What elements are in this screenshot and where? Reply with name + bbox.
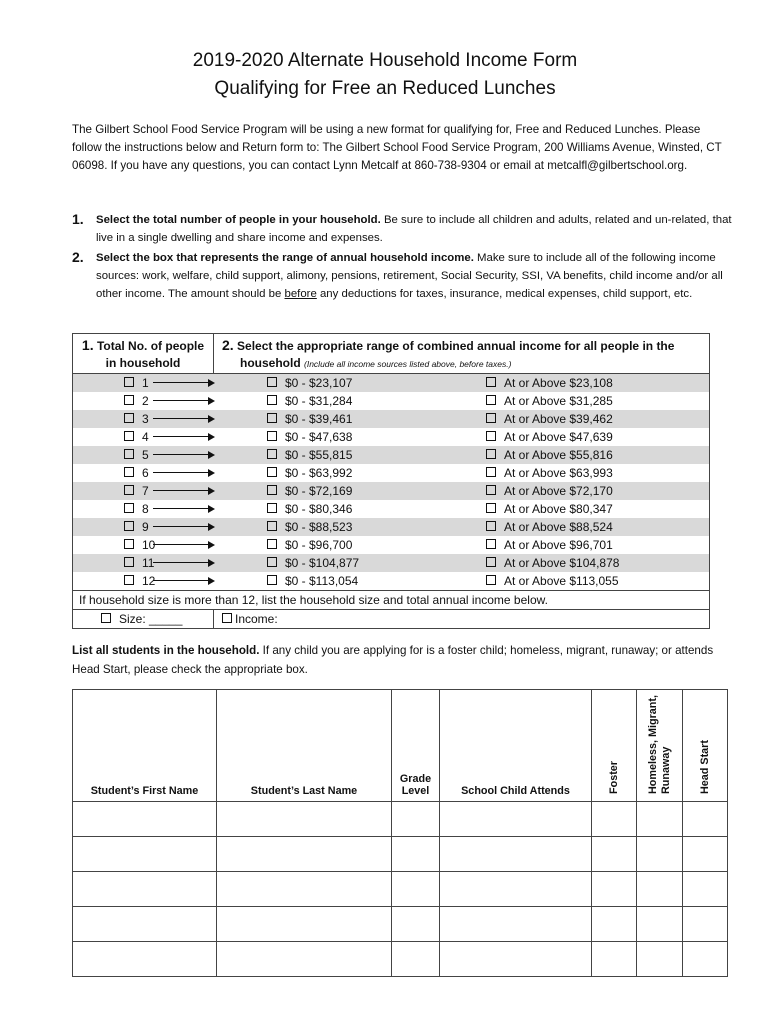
student-row (73, 907, 728, 942)
household-size-checkbox[interactable] (124, 431, 134, 441)
income-low-option[interactable] (214, 374, 474, 392)
income-low-checkbox[interactable] (267, 413, 277, 423)
arrow-icon (153, 436, 211, 437)
instruction-2-heading: Select the box that represents the range of annual household income. (96, 252, 474, 264)
income-high-checkbox[interactable] (486, 521, 496, 531)
household-size-option[interactable] (73, 446, 214, 464)
arrow-icon (153, 580, 211, 581)
intro-paragraph: The Gilbert School Food Service Program will be using a new format for qualifying for, Free and Reduced Lunches. Please follow the instructions below and Return form to: The Gilbert School Food Service Program, 200 Williams Avenue, Winsted, CT 06098. If you have any questions, you can contact Lynn Metcalf at 860-738-9304 or email at metcalfl@gilbertschool.org. (72, 123, 722, 172)
income-row (73, 536, 709, 554)
student-row (73, 837, 728, 872)
school-header: School Child Attends (440, 690, 592, 802)
students-table (72, 689, 728, 977)
household-size-header (73, 334, 214, 373)
income-table-header (73, 334, 709, 374)
school-cell[interactable] (440, 907, 592, 942)
form-title: 2019-2020 Alternate Household Income Form (192, 50, 578, 71)
arrow-icon (153, 472, 211, 473)
income-high-value: At or Above $72,170 (504, 484, 613, 498)
instruction-1-heading: Select the total number of people in your household. (96, 214, 381, 226)
instruction-1-number: 1. (72, 211, 84, 227)
income-row (73, 464, 709, 482)
arrow-icon (153, 454, 211, 455)
household-size-value: 3 (142, 412, 149, 426)
income-low-value: $0 - $113,054 (285, 574, 359, 588)
income-high-option[interactable] (474, 554, 709, 572)
student-row (73, 802, 728, 837)
income-high-option[interactable] (474, 500, 709, 518)
grade-level-header-b: Level (401, 785, 430, 797)
income-row (73, 572, 709, 590)
instruction-2-number: 2. (72, 249, 84, 265)
income-high-checkbox[interactable] (486, 503, 496, 513)
income-high-option[interactable] (474, 572, 709, 590)
homeless-header (637, 690, 683, 802)
foster-cell[interactable] (592, 872, 637, 907)
income-high-value: At or Above $55,816 (504, 448, 613, 462)
income-low-option[interactable] (214, 518, 474, 536)
homeless-cell[interactable] (637, 872, 683, 907)
income-low-option[interactable] (214, 572, 474, 590)
income-label: Income: (235, 612, 278, 626)
students-table-header (73, 690, 728, 802)
last-name-cell[interactable] (217, 837, 392, 872)
household-size-checkbox[interactable] (124, 539, 134, 549)
income-high-checkbox[interactable] (486, 413, 496, 423)
household-size-checkbox[interactable] (124, 503, 134, 513)
income-row (73, 518, 709, 536)
household-size-header-label-b: in household (105, 356, 181, 370)
grade-level-cell[interactable] (392, 907, 440, 942)
first-name-cell[interactable] (73, 872, 217, 907)
income-low-value: $0 - $80,346 (285, 502, 353, 516)
income-row (73, 500, 709, 518)
income-low-checkbox[interactable] (267, 449, 277, 459)
household-size-option[interactable] (73, 518, 214, 536)
size-field[interactable] (73, 610, 214, 628)
homeless-header-a: Homeless, Migrant, (646, 695, 659, 794)
household-size-checkbox[interactable] (124, 395, 134, 405)
homeless-cell[interactable] (637, 802, 683, 837)
income-low-option[interactable] (214, 500, 474, 518)
grade-level-cell[interactable] (392, 942, 440, 977)
income-high-option[interactable] (474, 464, 709, 482)
last-name-header: Student’s Last Name (217, 690, 392, 802)
arrow-icon (153, 400, 211, 401)
household-size-checkbox[interactable] (124, 413, 134, 423)
household-size-checkbox[interactable] (124, 377, 134, 387)
income-low-checkbox[interactable] (267, 485, 277, 495)
household-size-option[interactable] (73, 500, 214, 518)
income-low-checkbox[interactable] (267, 521, 277, 531)
first-name-cell[interactable] (73, 907, 217, 942)
grade-level-cell[interactable] (392, 872, 440, 907)
last-name-cell[interactable] (217, 907, 392, 942)
income-high-checkbox[interactable] (486, 377, 496, 387)
foster-cell[interactable] (592, 942, 637, 977)
income-low-option[interactable] (214, 536, 474, 554)
last-name-cell[interactable] (217, 802, 392, 837)
arrow-icon (153, 508, 211, 509)
grade-level-cell[interactable] (392, 837, 440, 872)
income-low-option[interactable] (214, 464, 474, 482)
household-size-value: 9 (142, 520, 149, 534)
income-low-option[interactable] (214, 392, 474, 410)
household-size-value: 12 (142, 574, 156, 588)
income-high-checkbox[interactable] (486, 485, 496, 495)
income-high-value: At or Above $63,993 (504, 466, 613, 480)
income-low-checkbox[interactable] (267, 539, 277, 549)
school-cell[interactable] (440, 872, 592, 907)
income-low-value: $0 - $23,107 (285, 376, 353, 390)
homeless-header-b: Runaway (659, 746, 672, 794)
homeless-cell[interactable] (637, 837, 683, 872)
school-cell[interactable] (440, 802, 592, 837)
household-size-value: 4 (142, 430, 149, 444)
income-low-checkbox[interactable] (267, 575, 277, 585)
household-size-value: 10 (142, 538, 156, 552)
income-high-option[interactable] (474, 446, 709, 464)
head-start-cell[interactable] (683, 802, 728, 837)
income-low-option[interactable] (214, 446, 474, 464)
instruction-2-text-b: any deductions for taxes, insurance, medical expenses, child support, etc. (316, 288, 693, 300)
income-table-rows (73, 374, 709, 590)
household-size-checkbox[interactable] (124, 521, 134, 531)
income-row (73, 482, 709, 500)
income-low-value: $0 - $47,638 (285, 430, 353, 444)
head-start-cell[interactable] (683, 907, 728, 942)
income-high-option[interactable] (474, 536, 709, 554)
income-row (73, 392, 709, 410)
students-intro-heading: List all students in the household. (72, 644, 260, 657)
household-size-option[interactable] (73, 392, 214, 410)
income-range-header (214, 334, 709, 373)
household-size-option[interactable] (73, 536, 214, 554)
income-field[interactable] (214, 610, 709, 628)
income-high-checkbox[interactable] (486, 431, 496, 441)
income-high-option[interactable] (474, 392, 709, 410)
income-range-header-note: (Include all income sources listed above, before taxes.) (304, 359, 512, 369)
household-size-value: 5 (142, 448, 149, 462)
income-high-value: At or Above $80,347 (504, 502, 613, 516)
arrow-icon (153, 544, 211, 545)
household-size-checkbox[interactable] (124, 485, 134, 495)
size-label: Size: _____ (119, 612, 183, 626)
household-size-option[interactable] (73, 464, 214, 482)
income-range-header-label-a: Select the appropriate range of combined annual income for all people in the (237, 339, 675, 353)
income-low-value: $0 - $88,523 (285, 520, 353, 534)
foster-header (592, 690, 637, 802)
income-row (73, 410, 709, 428)
grade-level-header (392, 690, 440, 802)
head-start-cell[interactable] (683, 942, 728, 977)
head-start-cell[interactable] (683, 837, 728, 872)
school-cell[interactable] (440, 837, 592, 872)
instruction-1-text: Be sure to include all children and adults, related and un-related, that live in a single dwelling and share income and expenses. (96, 214, 732, 244)
income-high-value: At or Above $23,108 (504, 376, 613, 390)
income-high-option[interactable] (474, 410, 709, 428)
income-high-value: At or Above $113,055 (504, 574, 619, 588)
foster-cell[interactable] (592, 802, 637, 837)
students-intro-text: If any child you are applying for is a foster child; homeless, migrant, runaway; or attends Head Start, please check the appropriate box. (72, 644, 714, 676)
grade-level-header-a: Grade (399, 773, 432, 785)
income-low-checkbox[interactable] (267, 467, 277, 477)
income-low-value: $0 - $39,461 (285, 412, 353, 426)
first-name-cell[interactable] (73, 942, 217, 977)
income-high-checkbox[interactable] (486, 449, 496, 459)
form-subtitle: Qualifying for Free an Reduced Lunches (214, 78, 556, 99)
over-twelve-note: If household size is more than 12, list the household size and total annual income below. (73, 590, 709, 610)
students-table-body (73, 802, 728, 977)
income-row (73, 446, 709, 464)
arrow-icon (153, 382, 211, 383)
household-size-option[interactable] (73, 482, 214, 500)
last-name-cell[interactable] (217, 872, 392, 907)
size-checkbox[interactable] (101, 613, 111, 623)
household-size-option[interactable] (73, 374, 214, 392)
income-high-value: At or Above $88,524 (504, 520, 613, 534)
foster-cell[interactable] (592, 907, 637, 942)
income-high-value: At or Above $39,462 (504, 412, 613, 426)
income-low-value: $0 - $72,169 (285, 484, 353, 498)
household-size-value: 7 (142, 484, 149, 498)
household-size-checkbox[interactable] (124, 449, 134, 459)
income-high-checkbox[interactable] (486, 575, 496, 585)
instruction-2-text-a: Make sure to include all of the following income sources: work, welfare, child support, alimony, pensions, retirement, Social Security, SSI, VA benefits, child income and/or all other income. The amount should be (96, 252, 723, 300)
student-row (73, 872, 728, 907)
arrow-icon (153, 418, 211, 419)
household-size-value: 6 (142, 466, 149, 480)
income-low-checkbox[interactable] (267, 503, 277, 513)
foster-cell[interactable] (592, 837, 637, 872)
income-low-checkbox[interactable] (267, 557, 277, 567)
head-start-cell[interactable] (683, 872, 728, 907)
income-row (73, 554, 709, 572)
income-high-value: At or Above $96,701 (504, 538, 613, 552)
income-high-checkbox[interactable] (486, 557, 496, 567)
head-start-header-text: Head Start (698, 739, 711, 794)
income-low-option[interactable] (214, 428, 474, 446)
first-name-cell[interactable] (73, 802, 217, 837)
homeless-cell[interactable] (637, 907, 683, 942)
income-low-checkbox[interactable] (267, 377, 277, 387)
homeless-header-text (647, 695, 673, 794)
household-size-option[interactable] (73, 428, 214, 446)
income-high-value: At or Above $31,285 (504, 394, 613, 408)
income-high-option[interactable] (474, 374, 709, 392)
household-size-value: 2 (142, 394, 149, 408)
income-range-header-label-b: household (240, 356, 301, 370)
income-low-checkbox[interactable] (267, 395, 277, 405)
arrow-icon (153, 490, 211, 491)
household-size-checkbox[interactable] (124, 557, 134, 567)
income-low-value: $0 - $104,877 (285, 556, 360, 570)
last-name-cell[interactable] (217, 942, 392, 977)
income-row (73, 374, 709, 392)
income-low-value: $0 - $31,284 (285, 394, 353, 408)
income-high-option[interactable] (474, 518, 709, 536)
instruction-2 (72, 249, 732, 303)
income-range-header-number: 2. (222, 337, 234, 353)
household-size-value: 8 (142, 502, 149, 516)
head-start-header (683, 690, 728, 802)
income-high-checkbox[interactable] (486, 395, 496, 405)
instruction-1 (72, 211, 732, 247)
income-low-option[interactable] (214, 482, 474, 500)
arrow-icon (153, 562, 211, 563)
income-low-option[interactable] (214, 410, 474, 428)
income-low-value: $0 - $96,700 (285, 538, 353, 552)
income-high-value: At or Above $47,639 (504, 430, 613, 444)
income-high-value: At or Above $104,878 (504, 556, 620, 570)
income-high-checkbox[interactable] (486, 539, 496, 549)
first-name-header: Student’s First Name (73, 690, 217, 802)
students-intro (72, 641, 732, 679)
school-cell[interactable] (440, 942, 592, 977)
income-low-value: $0 - $63,992 (285, 466, 353, 480)
homeless-cell[interactable] (637, 942, 683, 977)
household-size-header-label-a: Total No. of people (96, 339, 205, 353)
income-low-option[interactable] (214, 554, 474, 572)
household-size-checkbox[interactable] (124, 575, 134, 585)
income-low-checkbox[interactable] (267, 431, 277, 441)
income-row (73, 428, 709, 446)
income-low-value: $0 - $55,815 (285, 448, 353, 462)
income-table (72, 333, 710, 629)
household-size-value: 1 (142, 376, 149, 390)
over-twelve-row (73, 610, 709, 628)
income-high-option[interactable] (474, 482, 709, 500)
income-high-option[interactable] (474, 428, 709, 446)
household-size-header-number: 1. (81, 337, 94, 353)
first-name-cell[interactable] (73, 837, 217, 872)
household-size-value: 11 (142, 556, 155, 570)
household-size-option[interactable] (73, 554, 214, 572)
household-size-option[interactable] (73, 410, 214, 428)
foster-header-text: Foster (607, 761, 620, 794)
household-size-checkbox[interactable] (124, 467, 134, 477)
income-high-checkbox[interactable] (486, 467, 496, 477)
income-checkbox[interactable] (222, 613, 232, 623)
grade-level-cell[interactable] (392, 802, 440, 837)
student-row (73, 942, 728, 977)
arrow-icon (153, 526, 211, 527)
household-size-option[interactable] (73, 572, 214, 590)
instruction-2-underlined: before (284, 288, 317, 300)
